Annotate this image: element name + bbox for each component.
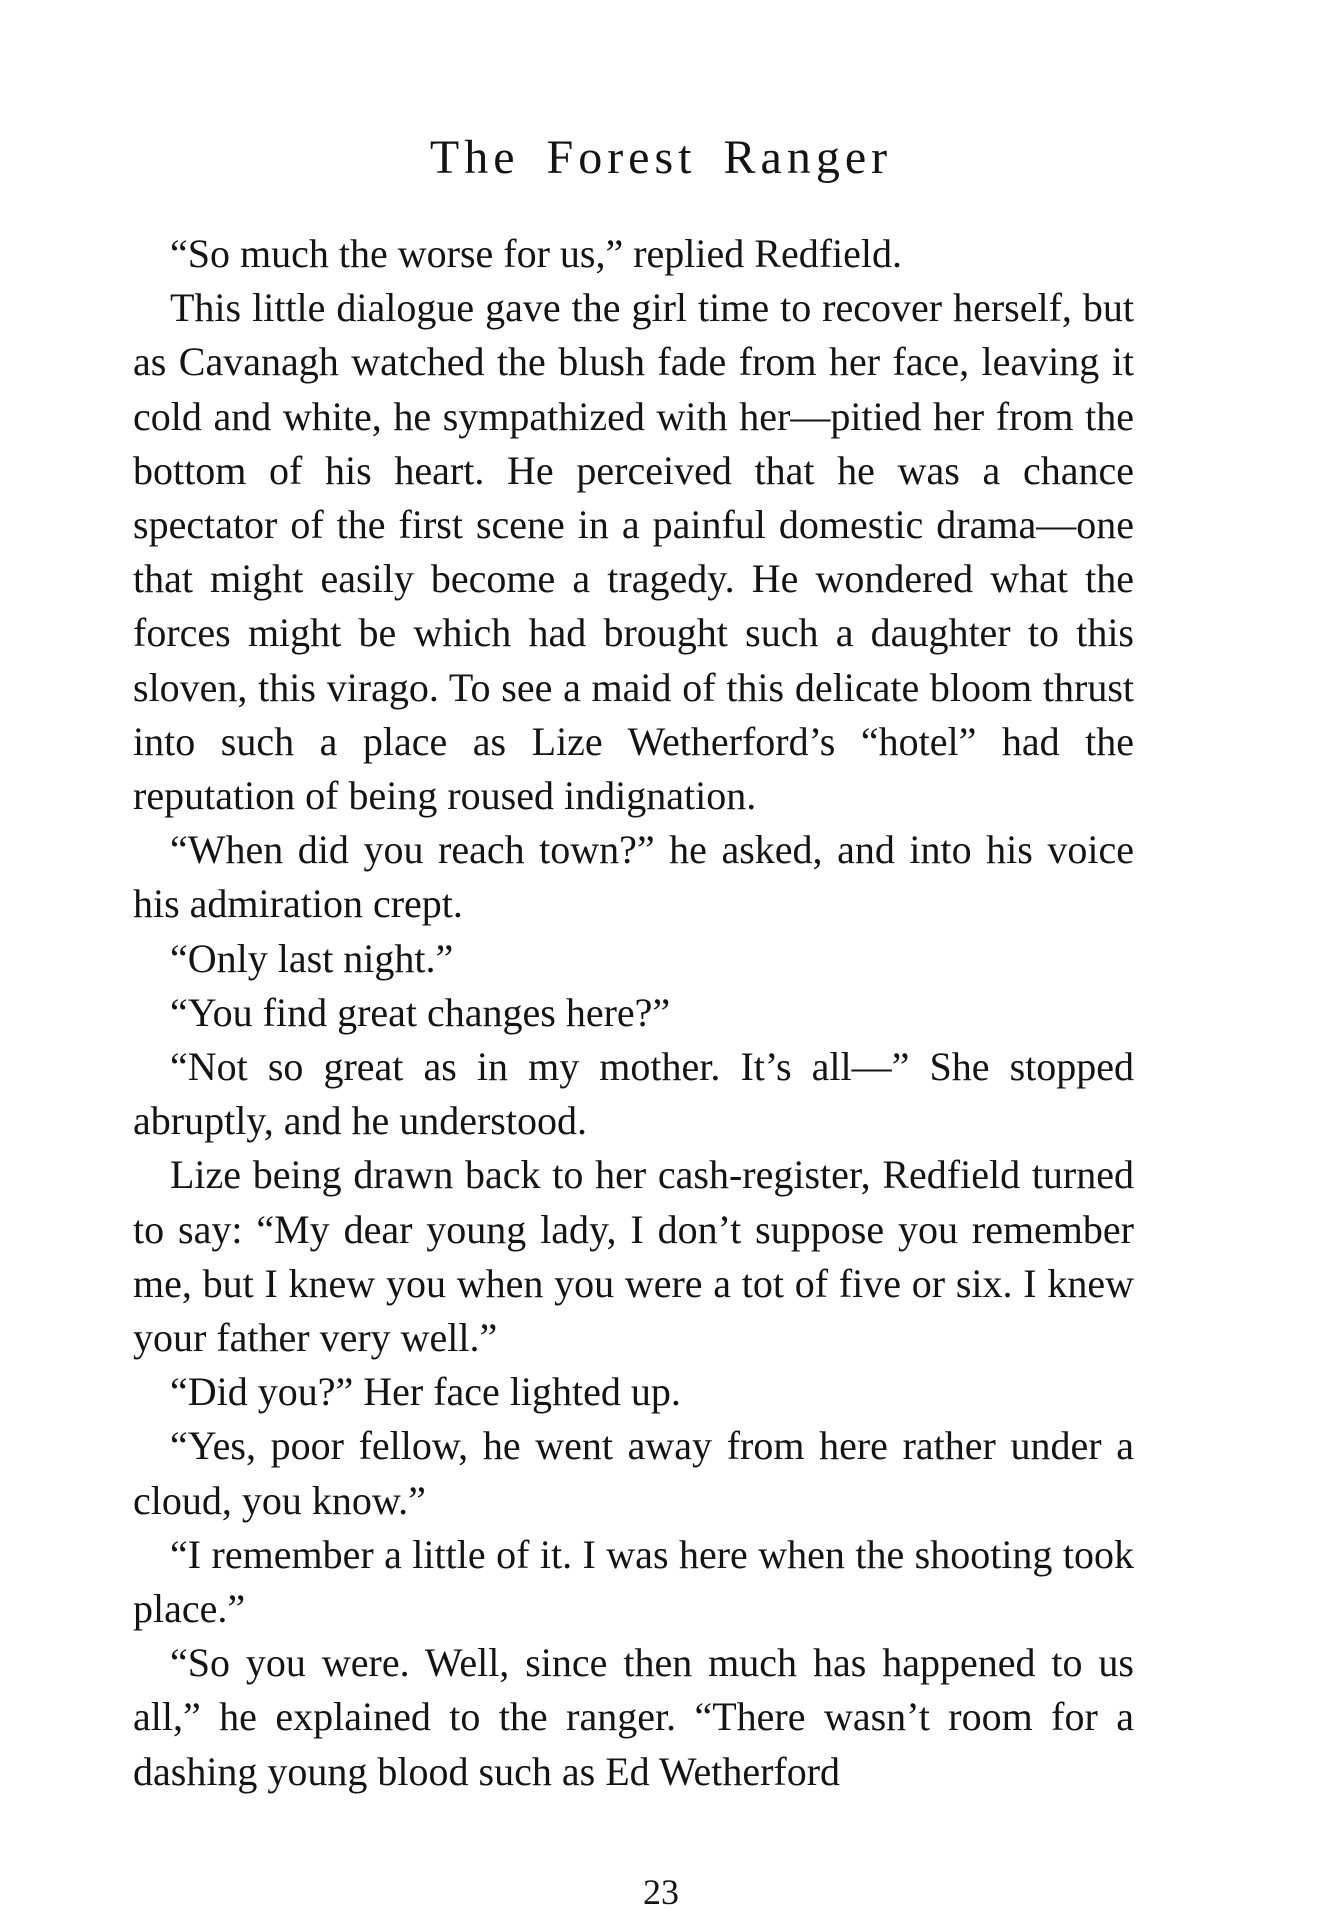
- page-number: 23: [643, 1872, 679, 1912]
- paragraph: “You find great changes here?”: [170, 989, 671, 1035]
- paragraph: “When did you reach town?” he asked, and into his voice his admiration crept.: [133, 827, 1134, 927]
- paragraph: “So you were. Well, since then much has happened to us all,” he explained to the ranger. “There wasn’t room for a dashing young blood such as Ed Wetherford: [133, 1640, 1134, 1794]
- paragraph: “So much the worse for us,” replied Redfield.: [170, 231, 903, 276]
- paragraph: This little dialogue gave the girl time to recover herself, but as Cavanagh watched the blush fade from her face, leaving it cold and white, he sympathized with her—pitied her from the bottom of his heart. He perceived that he was a chance spectator of the first scene in a painful domestic drama—one that might easily become a tragedy. He wondered what the forces might be which had brought such a daughter to this sloven, this virago. To see a maid of this delicate bloom thrust into such a place as Lize Wetherford’s “hotel” had the reputation of being roused indignation.: [133, 285, 1134, 819]
- body-text: [133, 227, 1134, 1799]
- running-head-title: The Forest Ranger: [429, 131, 893, 184]
- paragraph: “Did you?” Her face lighted up.: [170, 1369, 681, 1415]
- paragraph: “Only last night.”: [170, 935, 454, 981]
- paragraph: “I remember a little of it. I was here when the shooting took place.”: [133, 1531, 1134, 1632]
- paragraph: “Not so great as in my mother. It’s all—” She stopped abruptly, and he understood.: [133, 1044, 1134, 1144]
- paragraph: Lize being drawn back to her cash-register, Redfield turned to say: “My dear young lady, I don’t suppose you remember me, but I knew you when you were a tot of five or six. I knew your father very well.”: [133, 1152, 1134, 1361]
- paragraph: “Yes, poor fellow, he went away from here rather under a cloud, you know.”: [133, 1423, 1134, 1523]
